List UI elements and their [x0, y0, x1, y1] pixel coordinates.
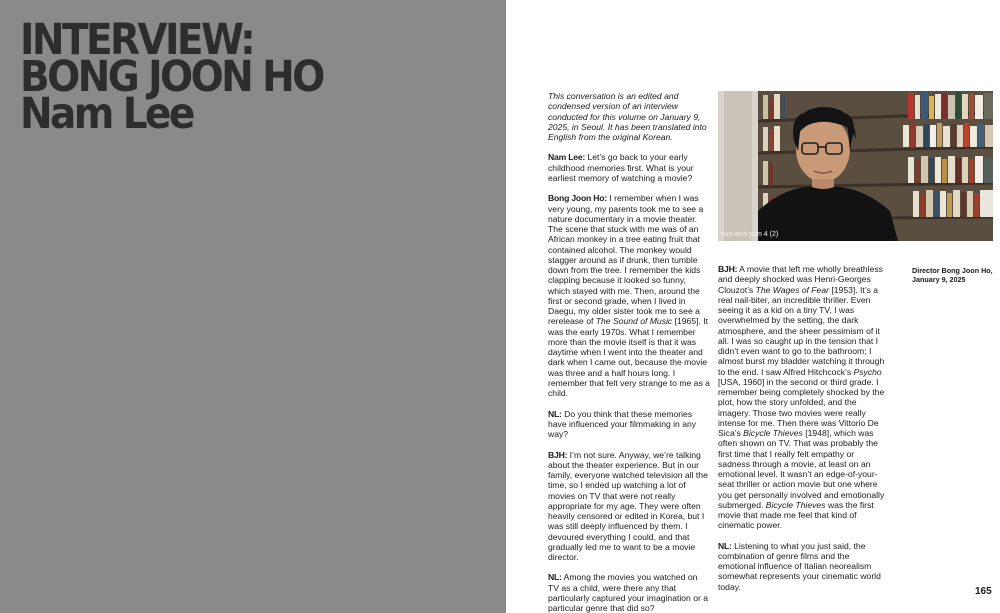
paragraph-text: Do you think that these memories have influenced your filmmaking in any way?	[548, 408, 697, 440]
title-line-interview: INTERVIEW:	[20, 15, 254, 66]
caption-line: Director Bong Joon Ho,	[912, 266, 993, 275]
paragraph	[548, 152, 710, 183]
paragraph	[718, 541, 888, 592]
speaker-label: NL:	[718, 540, 732, 551]
title-line-author: Nam Lee	[20, 89, 193, 140]
film-title: Bicycle Thieves	[743, 428, 803, 438]
paragraph	[548, 450, 710, 563]
paragraph-text: I’m not sure. Anyway, we’re talking about the theater experience. But in our family, everyone watched television all the time, so I ended up watching a lot of movies on TV that were not really appropriate for my age. They were often heavily censored or edited in Korea, but I was still deeply influenced by them. I devoured everything I could, and that gradually led me to want to be a movie director.	[548, 449, 708, 562]
speaker-label: Bong Joon Ho:	[548, 193, 607, 204]
photo-illustration	[718, 91, 993, 241]
paragraph	[548, 193, 710, 398]
paragraph-text: I remember when I was very young, my parents took me to see a nature documentary in a movie theater. The scene that stuck with me was of an African monkey in a tree eating fruit that contained alcohol. The monkey would stagger around as if drunk, then tumble down from the tree. I remember the kids clapping because it looked so funny, which stayed with me. Then, around the first or second grade, when I lived in Daegu, my older sister took me to see a rerelease of	[548, 193, 704, 327]
text-column-left	[548, 91, 710, 613]
paragraph-text: Let’s go back to your early childhood memories first. What is your earliest memory of watching a movie?	[548, 152, 694, 183]
title-line-subject: BONG JOON HO	[20, 52, 323, 103]
speaker-label: NL:	[548, 408, 562, 419]
speaker-label: NL:	[548, 572, 562, 583]
paragraph-text: Listening to what you just said, the combination of genre films and the emotional influence of Italian neorealism somewhat represents your cinematic world today.	[718, 540, 881, 592]
paragraph	[548, 572, 710, 613]
paragraph-text: [USA, 1960] in the second or third grade. I remember being completely shocked by the plot, how the story unfolded, and the imagery. Those two movies were really intense for me. Then there was Vittorio De Sica’s	[718, 376, 885, 438]
film-title: The Sound of Music	[595, 316, 673, 327]
paragraph-text: was the first movie that made me feel that kind of cinematic power.	[718, 499, 874, 531]
paragraph	[718, 264, 888, 531]
photo-filename-label: sun-and-yom 4 (2)	[721, 231, 779, 238]
paragraph-text: A movie that left me wholly breathless and deeply shocked was Henri-Georges Clouzot’s	[718, 264, 883, 295]
intro-paragraph: This conversation is an edited and condensed version of an interview conducted for this volume on January 9, 2025, in Seoul. It has been translated into English from the original Korean.	[548, 91, 707, 142]
paragraph-text: [1953]. It’s a real nail-biter, an incredible thriller. Even seeing it as a kid on a tiny TV, I was overwhelmed by the setting, the dark atmosphere, and the sheer pessimism of it all. I was so caught up in the tension that I didn’t even want to go to the bathroom; I almost burst my bladder watching it through to the end. I saw Alfred Hitchcock’s	[718, 284, 885, 377]
page-number: 165	[975, 586, 992, 597]
paragraph-text: [1948], which was often shown on TV. That was probably the first time that I really felt empathy or sadness through a movie, at least on an emotional level. It wasn’t an edge-of-your-seat thriller or action movie but one where you get personally involved and emotionally submerged.	[718, 428, 885, 510]
film-title: Psycho	[853, 366, 882, 377]
film-title: Bicycle Thieves	[765, 499, 826, 510]
paragraph	[548, 409, 710, 440]
director-photo	[718, 91, 993, 241]
article-title	[20, 15, 500, 140]
film-title: The Wages of Fear	[755, 284, 829, 295]
speaker-label: BJH:	[718, 264, 738, 274]
photo-caption	[912, 266, 997, 284]
paragraph-text: Among the movies you watched on TV as a child, were there any that particularly captured your imagination or a particular genre that did so?	[548, 572, 709, 613]
speaker-label: BJH:	[548, 449, 568, 460]
paragraph-text: [1965]. It was the early 1970s. What I remember more than the movie itself is that it was daytime when I went into the theater and dark when I came out, because the movie was three and a half hours long. I remember that felt very strange to me as a child.	[548, 316, 710, 399]
caption-line: January 9, 2025	[912, 275, 966, 284]
speaker-label: Nam Lee:	[548, 152, 586, 163]
text-column-right	[718, 264, 888, 602]
